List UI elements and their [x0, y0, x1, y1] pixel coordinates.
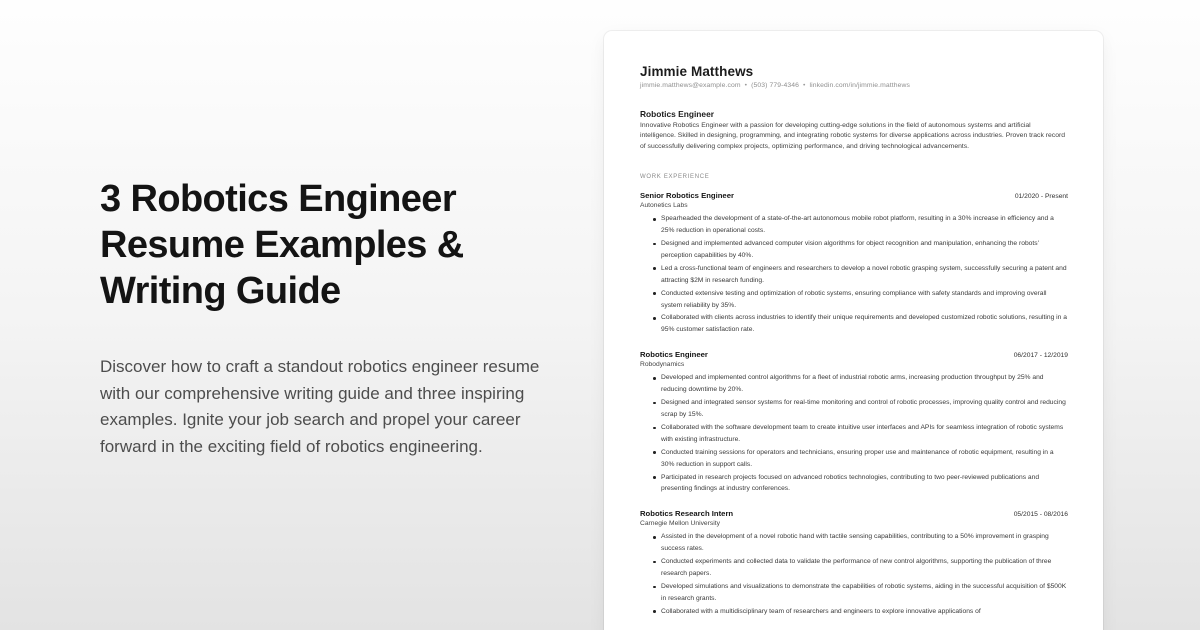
- contact-linkedin: linkedin.com/in/jimmie.matthews: [809, 82, 911, 89]
- job-bullet-list: [640, 531, 1068, 617]
- job-entry: [640, 191, 1068, 336]
- job-company: Carnegie Mellon University: [640, 520, 720, 528]
- job-header: [640, 350, 1068, 359]
- resume-summary: Innovative Robotics Engineer with a passion for developing cutting-edge solutions in the field of autonomous systems and artificial intelligence. Skilled in designing, programming, and integrating robotic systems for diverse applications across industries. Proven track record of successfully delivering complex projects, optimizing performance, and driving technological advancements.: [640, 122, 1066, 150]
- bullet-item: Conducted training sessions for operators and technicians, ensuring proper use and maintenance of robotic equipment, resulting in a 30% reduction in support calls.: [640, 447, 1068, 471]
- bullet-item: Conducted extensive testing and optimization of robotic systems, ensuring compliance with safety standards and improving overall system reliability by 35%.: [640, 288, 1068, 312]
- job-dates: 05/2015 - 08/2016: [1013, 511, 1068, 519]
- bullet-item: Developed simulations and visualizations to demonstrate the capabilities of robotic systems, aiding in the successful acquisition of $500K in research grants.: [640, 581, 1068, 605]
- bullet-item: Conducted experiments and collected data to validate the performance of new control algorithms, supporting the publication of three research papers.: [640, 556, 1068, 580]
- resume-name: Jimmie Matthews: [640, 64, 754, 79]
- job-dates: 06/2017 - 12/2019: [1013, 352, 1068, 360]
- resume-contact-line: [640, 82, 1068, 89]
- job-title: Robotics Research Intern: [640, 509, 734, 519]
- contact-separator: •: [803, 82, 806, 89]
- resume-preview-card: [604, 31, 1103, 630]
- page-title-line-2: Resume Examples &: [100, 224, 464, 266]
- bullet-item: Assisted in the development of a novel robotic hand with tactile sensing capabilities, contributing to a 50% improvement in grasping success rates.: [640, 531, 1068, 555]
- job-company: Autonetics Labs: [640, 202, 688, 210]
- bullet-item: Designed and implemented advanced computer vision algorithms for object recognition and manipulation, enhancing the robots' perception capabilities by 40%.: [640, 238, 1068, 262]
- job-entry: [640, 509, 1068, 617]
- bullet-item: Collaborated with clients across industries to identify their unique requirements and developed customized robotic solutions, resulting in a 95% customer satisfaction rate.: [640, 312, 1068, 336]
- job-company: Robodynamics: [640, 361, 685, 369]
- page-title-line-1: 3 Robotics Engineer: [100, 178, 457, 220]
- contact-email: jimmie.matthews@example.com: [640, 82, 741, 89]
- job-bullet-list: [640, 372, 1068, 495]
- bullet-item: Spearheaded the development of a state-of-the-art autonomous mobile robot platform, resulting in a 30% increase in efficiency and a 25% reduction in operational costs.: [640, 213, 1068, 237]
- contact-phone: (503) 779-4346: [751, 82, 800, 89]
- bullet-item: Designed and integrated sensor systems for real-time monitoring and control of robotic processes, improving quality control and reducing scrap by 15%.: [640, 397, 1068, 421]
- contact-separator: •: [744, 82, 748, 89]
- job-title: Senior Robotics Engineer: [640, 191, 734, 201]
- bullet-item: Collaborated with the software development team to create intuitive user interfaces and APIs for seamless integration of robotic systems with existing infrastructure.: [640, 422, 1068, 446]
- section-label-work-experience: WORK EXPERIENCE: [640, 174, 710, 181]
- job-bullet-list: [640, 213, 1068, 336]
- job-entry: [640, 350, 1068, 495]
- job-dates: 01/2020 - Present: [1014, 193, 1068, 201]
- bullet-item: Participated in research projects focused on advanced robotics technologies, contributing to two peer-reviewed publications and presenting findings at industry conferences.: [640, 472, 1068, 496]
- page-description: Discover how to craft a standout robotics engineer resume with our comprehensive writing guide and three inspiring examples. Ignite your job search and propel your career forward in the exciting field of robotics engineering.: [100, 357, 540, 456]
- page-title-line-3: Writing Guide: [100, 270, 341, 312]
- bullet-item: Developed and implemented control algorithms for a fleet of industrial robotic arms, increasing production throughput by 25% and reducing downtime by 20%.: [640, 372, 1068, 396]
- job-title: Robotics Engineer: [640, 350, 708, 360]
- bullet-item: Collaborated with a multidisciplinary team of researchers and engineers to explore innovative applications of: [640, 606, 1068, 618]
- job-header: [640, 509, 1068, 518]
- page-title: [100, 176, 570, 314]
- hero-section: [100, 176, 570, 460]
- resume-job-title-heading: Robotics Engineer: [640, 109, 714, 119]
- job-header: [640, 191, 1068, 200]
- bullet-item: Led a cross-functional team of engineers and researchers to develop a novel robotic grasping system, successfully securing a patent and attracting $2M in research funding.: [640, 263, 1068, 287]
